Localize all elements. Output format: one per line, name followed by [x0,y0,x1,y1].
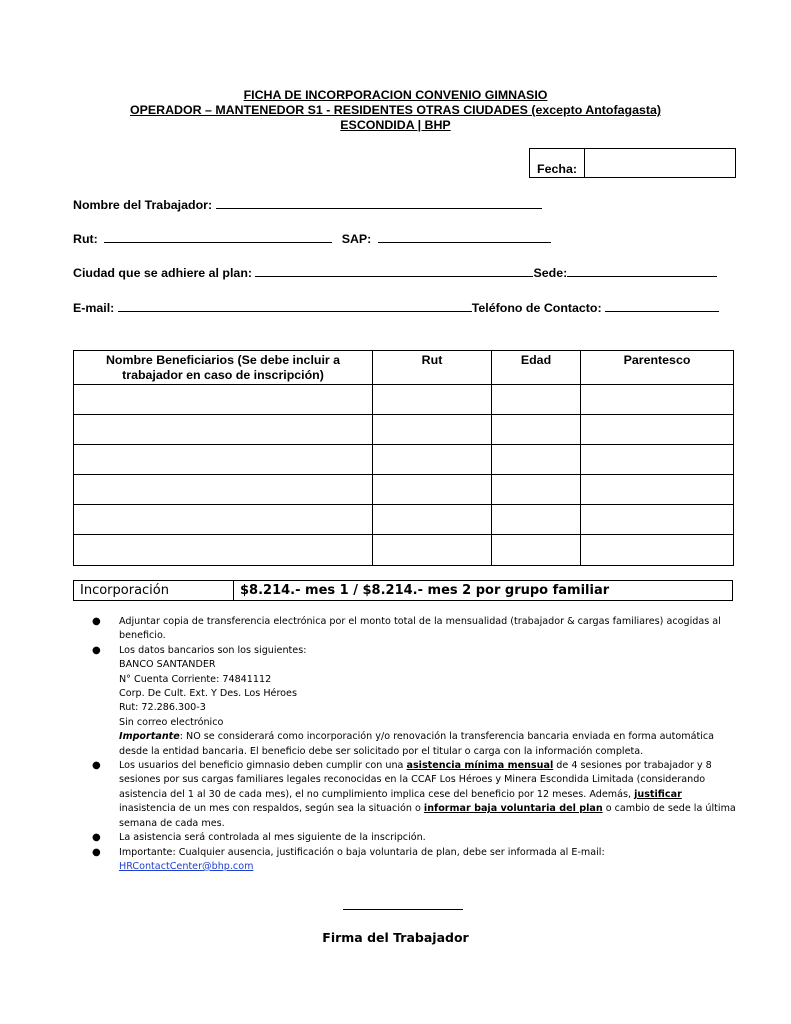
table-cell[interactable] [581,505,734,535]
table-row [74,385,734,415]
title-line-2: OPERADOR – MANTENEDOR S1 - RESIDENTES OTRAS CIUDADES (excepto Antofagasta) [129,103,662,117]
incorporacion-label: Incorporación [74,581,234,600]
table-cell[interactable] [74,475,373,505]
table-cell[interactable] [581,385,734,415]
note-text: de 4 sesiones por trabajador y 8 sesiones por sus cargas familiares legales reconocidas en la CCAF Los Héroes y Minera Escondida Limitada (considerando asistencia del 1 al 30 de cada mes), el no cumplimiento implica cese del beneficio por 12 meses. Además, [119,760,712,800]
table-row [74,505,734,535]
table-cell[interactable] [581,535,734,566]
table-cell[interactable] [492,505,581,535]
list-item [76,759,736,831]
fecha-label: Fecha: [530,149,585,177]
signature-label: Firma del Trabajador [322,930,469,945]
importante-text: : NO se considerará como incorporación y/o renovación la transferencia bancaria enviada en forma automática desde la entidad bancaria. El beneficio debe ser solicitado por el titular o carga con la información completa. [119,731,715,757]
list-item [76,615,736,644]
note-emphasis: justificar [634,788,682,800]
col-header-edad: Edad [492,351,581,385]
bullet-icon: ● [92,832,101,844]
notes-list [76,615,736,874]
note-transferencia: Adjuntar copia de transferencia electrónica por el monto total de la mensualidad (trabajador & cargas familiares) acogidas al beneficio. [119,616,721,642]
note-control: La asistencia será controlada al mes siguiente de la inscripción. [119,832,426,844]
note-asistencia [119,760,736,829]
table-cell[interactable] [373,505,492,535]
note-contacto: Importante: Cualquier ausencia, justificación o baja voluntaria de plan, debe ser informada al E-mail: [119,846,605,858]
table-cell[interactable] [581,445,734,475]
bank-name: BANCO SANTANDER [119,659,216,671]
bank-account: N° Cuenta Corriente: 74841112 [119,673,272,685]
col-header-parentesco: Parentesco [581,351,734,385]
sede-label: Sede: [533,266,568,280]
table-cell[interactable] [581,415,734,445]
bank-rut: Rut: 72.286.300-3 [119,702,206,714]
bullet-icon: ● [92,846,101,858]
signature-line [343,909,463,910]
table-cell[interactable] [373,385,492,415]
nombre-line[interactable] [216,197,542,209]
table-cell[interactable] [74,445,373,475]
note-text: Los usuarios del beneficio gimnasio deben cumplir con una [119,760,407,772]
nombre-row [73,197,542,212]
list-item [76,644,736,759]
fecha-input[interactable] [585,149,735,177]
bullet-icon: ● [92,616,101,627]
ciudad-label: Ciudad que se adhiere al plan: [73,266,253,280]
table-cell[interactable] [74,505,373,535]
title-line-1: FICHA DE INCORPORACION CONVENIO GIMNASIO [243,88,548,102]
table-cell[interactable] [492,415,581,445]
rut-row [73,231,551,246]
table-cell[interactable] [373,475,492,505]
list-item [76,831,736,845]
bullet-icon: ● [92,760,101,772]
ciudad-row [73,265,717,280]
rut-label: Rut: [73,232,98,246]
table-cell[interactable] [74,535,373,566]
sap-line[interactable] [378,231,551,243]
sede-line[interactable] [567,265,717,277]
email-line[interactable] [118,300,472,312]
table-cell[interactable] [492,445,581,475]
table-cell[interactable] [492,535,581,566]
table-cell[interactable] [74,385,373,415]
bank-email: Sin correo electrónico [119,716,224,728]
email-label: E-mail: [73,301,115,315]
table-cell[interactable] [373,415,492,445]
table-row [74,535,734,566]
incorporacion-value: $8.214.- mes 1 / $8.214.- mes 2 por grupo familiar [240,583,610,598]
table-cell[interactable] [581,475,734,505]
table-row [74,445,734,475]
fecha-box [529,148,736,178]
note-text: o cambio de sede la última semana de cada mes. [119,803,736,829]
table-cell[interactable] [373,535,492,566]
note-importante [119,730,736,759]
table-cell[interactable] [492,385,581,415]
sap-label: SAP: [341,232,372,246]
col-header-nombre: Nombre Beneficiarios (Se debe incluir a trabajador en caso de inscripción) [74,351,373,385]
table-row [74,475,734,505]
nombre-label: Nombre del Trabajador: [73,198,213,212]
note-datos-bancarios: Los datos bancarios son los siguientes: [119,644,307,656]
ciudad-line[interactable] [255,265,533,277]
importante-label: Importante [119,731,180,743]
table-row [74,415,734,445]
note-emphasis: informar baja voluntaria del plan [423,803,603,815]
bullet-icon: ● [92,644,101,656]
incorporacion-box [73,580,733,601]
note-emphasis: asistencia mínima mensual [406,760,554,772]
beneficiaries-table [73,350,734,566]
note-text: inasistencia de un mes con respaldos, según sea la situación o [119,803,424,815]
bank-holder: Corp. De Cult. Ext. Y Des. Los Héroes [119,688,297,700]
telefono-line[interactable] [605,300,719,312]
telefono-label: Teléfono de Contacto: [471,301,602,315]
table-cell[interactable] [74,415,373,445]
rut-line[interactable] [104,231,332,243]
table-cell[interactable] [492,475,581,505]
col-header-rut: Rut [373,351,492,385]
email-link[interactable]: HRContactCenter@bhp.com [119,860,254,872]
title-line-3: ESCONDIDA | BHP [340,118,451,132]
table-cell[interactable] [373,445,492,475]
email-row [73,300,719,315]
list-item [76,846,736,875]
